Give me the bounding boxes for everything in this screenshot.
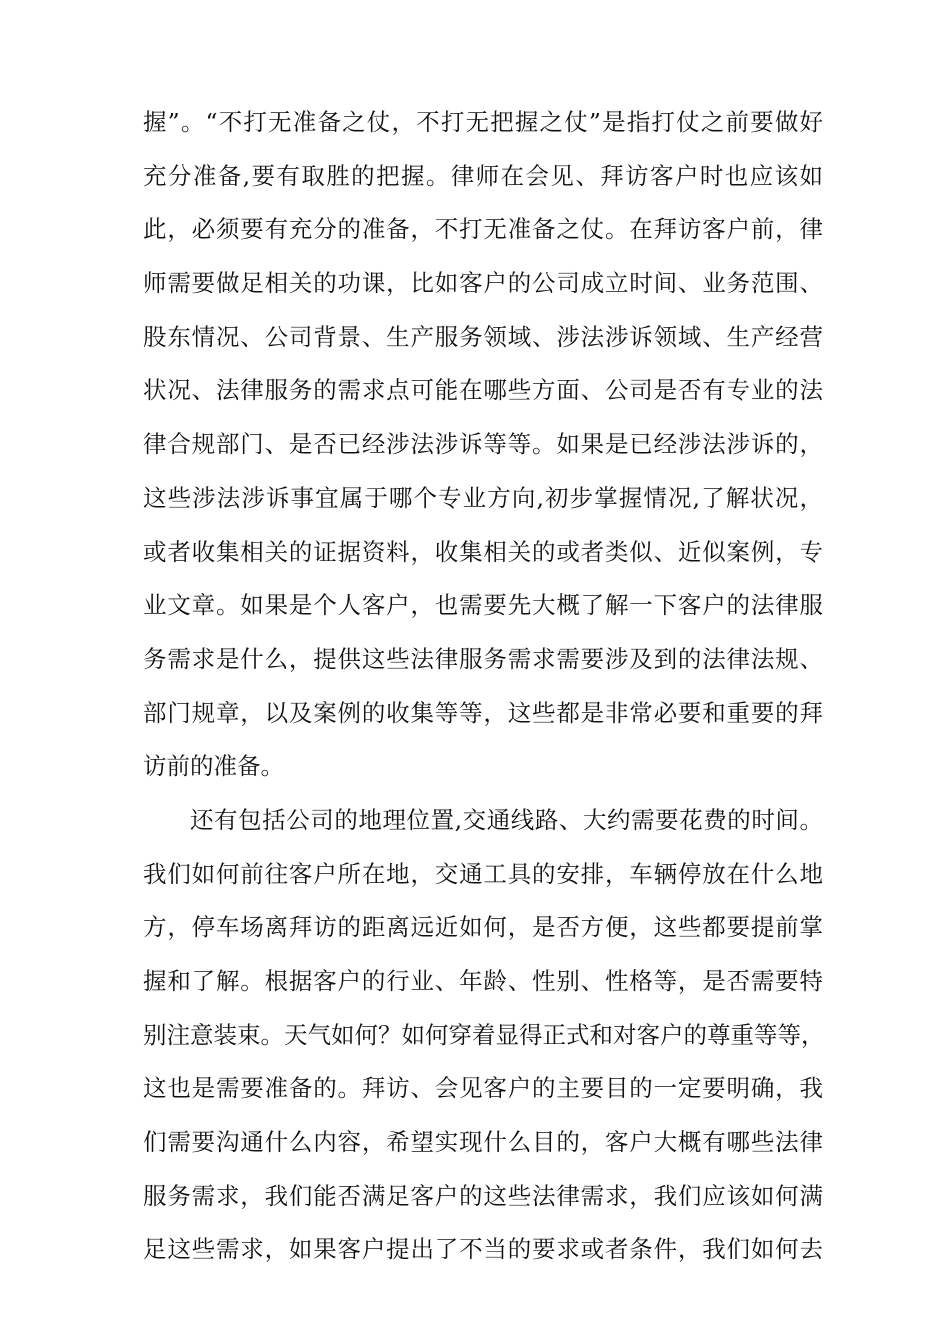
text-line: 部门规章，以及案例的收集等等，这些都是非常必要和重要的拜 xyxy=(143,698,823,727)
body-text xyxy=(143,96,823,1277)
text-line: 足这些需求，如果客户提出了不当的要求或者条件，我们如何去 xyxy=(143,1235,823,1264)
text-line: 或者收集相关的证据资料，收集相关的或者类似、近似案例，专 xyxy=(143,537,823,566)
text-line: 充分准备,要有取胜的把握。律师在会见、拜访客户时也应该如 xyxy=(143,161,823,190)
text-line: 师需要做足相关的功课，比如客户的公司成立时间、业务范围、 xyxy=(143,269,823,298)
text-line: 业文章。如果是个人客户，也需要先大概了解一下客户的法律服 xyxy=(143,591,823,620)
text-line: 律合规部门、是否已经涉法涉诉等等。如果是已经涉法涉诉的， xyxy=(143,430,823,459)
text-line: 这些涉法涉诉事宜属于哪个专业方向,初步掌握情况,了解状况， xyxy=(143,483,823,512)
paragraph-start-line: 还有包括公司的地理位置,交通线路、大约需要花费的时间。 xyxy=(190,805,823,834)
text-line: 务需求是什么，提供这些法律服务需求需要涉及到的法律法规、 xyxy=(143,644,823,673)
text-line: 这也是需要准备的。拜访、会见客户的主要目的一定要明确，我 xyxy=(143,1074,823,1103)
text-line: 们需要沟通什么内容，希望实现什么目的，客户大概有哪些法律 xyxy=(143,1128,823,1157)
text-line: 此，必须要有充分的准备，不打无准备之仗。在拜访客户前，律 xyxy=(143,215,823,244)
text-line: 别注意装束。天气如何？如何穿着显得正式和对客户的尊重等等， xyxy=(143,1020,825,1049)
text-line: 我们如何前往客户所在地，交通工具的安排，车辆停放在什么地 xyxy=(143,859,823,888)
text-line: 服务需求，我们能否满足客户的这些法律需求，我们应该如何满 xyxy=(143,1181,823,1210)
text-line: 方，停车场离拜访的距离远近如何，是否方便，这些都要提前掌 xyxy=(143,913,823,942)
text-line: 状况、法律服务的需求点可能在哪些方面、公司是否有专业的法 xyxy=(143,376,823,405)
text-line: 股东情况、公司背景、生产服务领域、涉法涉诉领域、生产经营 xyxy=(143,322,823,351)
text-line: 握”。“不打无准备之仗，不打无把握之仗”是指打仗之前要做好 xyxy=(143,108,823,136)
text-line: 访前的准备。 xyxy=(143,752,284,781)
text-line: 握和了解。根据客户的行业、年龄、性别、性格等，是否需要特 xyxy=(143,967,823,995)
